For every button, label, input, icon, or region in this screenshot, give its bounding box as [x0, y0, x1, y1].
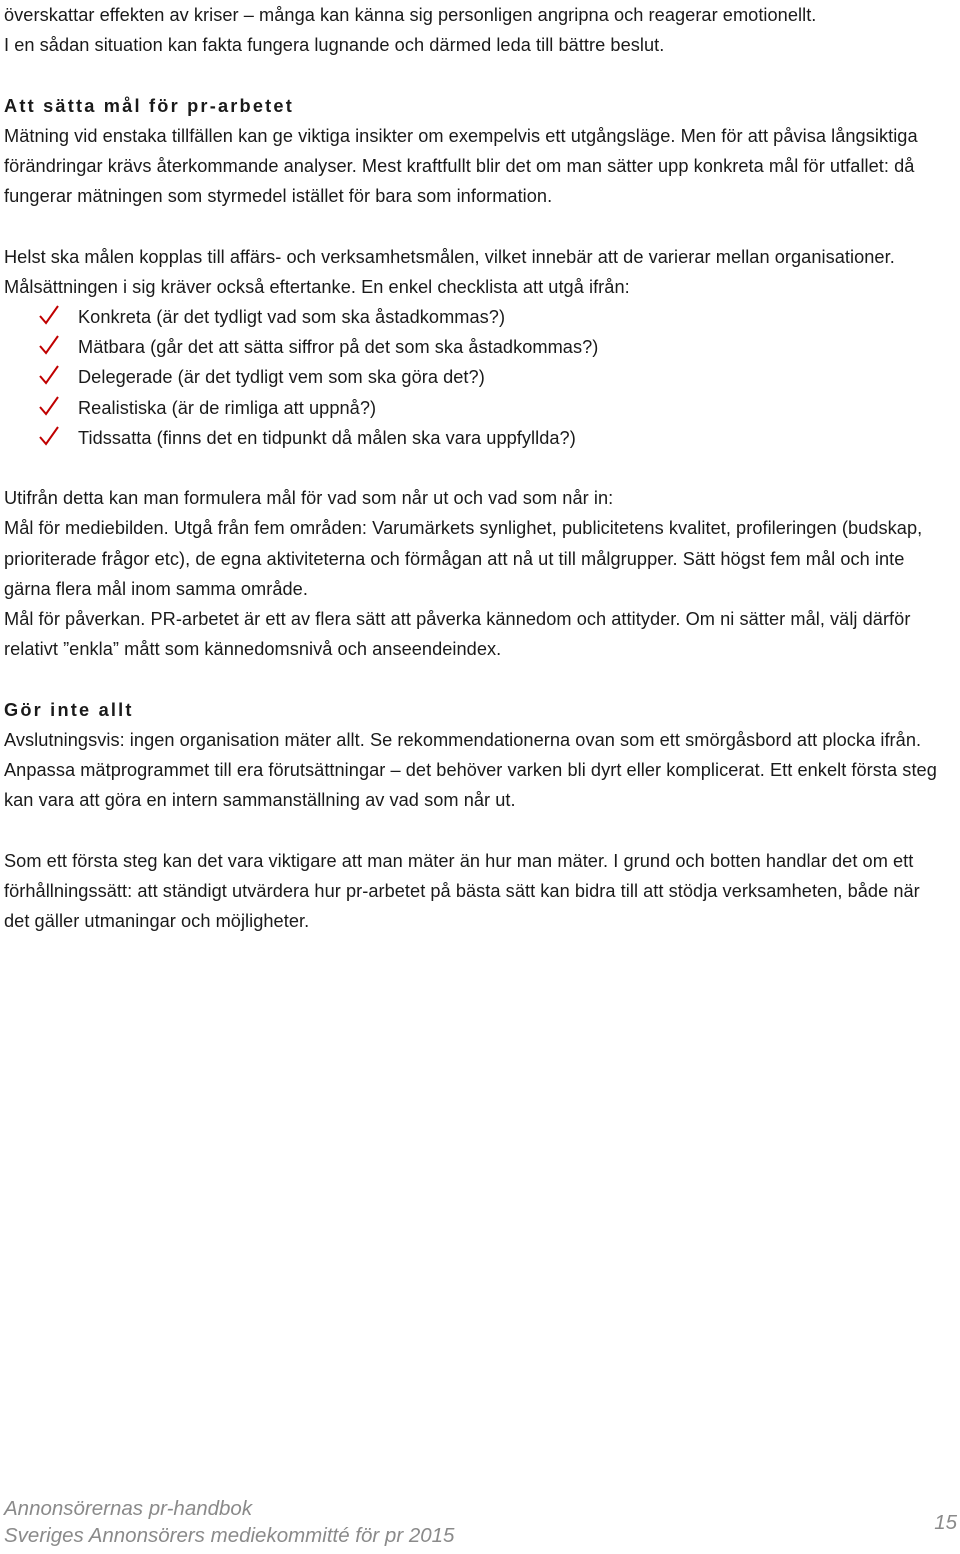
spacer — [4, 453, 944, 483]
spacer — [4, 60, 944, 90]
checkmark-icon — [38, 363, 60, 387]
paragraph: Utifrån detta kan man formulera mål för vad som når ut och vad som når in: — [4, 488, 614, 509]
checkmark-icon — [38, 424, 60, 448]
paragraph: Helst ska målen kopplas till affärs- och verksamhetsmålen, vilket innebär att de varierar mellan organisationer. Målsättningen i sig kräver också eftertanke. En enkel checklista att utgå ifrån: — [4, 246, 895, 297]
checklist-item — [4, 393, 944, 423]
paragraph: Avslutningsvis: ingen organisation mäter allt. Se rekommendationerna ovan som ett smörgåsbord att plocka ifrån. Anpassa mätprogrammet till era förutsättningar – det behöver varken bli dyrt eller komplicerat. Ett enkelt första steg kan vara att göra en intern sammanställning av vad som når ut. — [4, 729, 937, 811]
checklist-item — [4, 362, 944, 392]
section-heading-goals: Att sätta mål för pr-arbetet — [4, 95, 294, 116]
checkmark-icon — [38, 394, 60, 418]
checklist — [4, 302, 944, 453]
page-number: 15 — [934, 1511, 957, 1534]
checkmark-icon — [38, 303, 60, 327]
checklist-item-text: Konkreta (är det tydligt vad som ska åstadkommas?) — [78, 307, 506, 327]
checklist-item-text: Realistiska (är de rimliga att uppnå?) — [78, 397, 377, 418]
paragraph: Mål för påverkan. PR-arbetet är ett av flera sätt att påverka kännedom och attityder. Om ni sätter mål, välj därför relativt ”enkla” mått som kännedomsnivå och anseendeindex. — [4, 609, 911, 660]
spacer — [4, 664, 944, 694]
paragraph: Mål för mediebilden. Utgå från fem områden: Varumärkets synlighet, publicitetens kvalitet, profileringen (budskap, prioriterade frågor etc), de egna aktiviteterna och förmågan att nå ut till målgrupper. Sätt högst fem mål och inte gärna flera mål inom samma område. — [4, 518, 923, 599]
checkmark-icon — [38, 333, 60, 357]
spacer — [4, 815, 944, 845]
intro-line-1: överskattar effekten av kriser – många kan känna sig personligen angripna och reagerar emotionellt. — [4, 5, 817, 25]
checklist-item — [4, 302, 944, 332]
checklist-item-text: Delegerade (är det tydligt vem som ska göra det?) — [78, 367, 485, 388]
footer-publisher: Sveriges Annonsörers mediekommitté för pr 2015 — [4, 1524, 455, 1547]
paragraph: Som ett första steg kan det vara viktigare att man mäter än hur man mäter. I grund och botten handlar det om ett förhållningssätt: att ständigt utvärdera hur pr-arbetet på bästa sätt kan bidra till att stödja verksamheten, både när det gäller utmaningar och möjligheter. — [4, 850, 920, 932]
section-heading-dont-do-everything: Gör inte allt — [4, 699, 134, 720]
checklist-item-text: Tidssatta (finns det en tidpunkt då målen ska vara uppfyllda?) — [78, 427, 576, 448]
spacer — [4, 211, 944, 241]
checklist-item — [4, 332, 944, 362]
document-body — [4, 0, 944, 936]
footer-publication-title: Annonsörernas pr-handbok — [4, 1497, 253, 1520]
paragraph: Mätning vid enstaka tillfällen kan ge viktiga insikter om exempelvis ett utgångsläge. Men för att påvisa långsiktiga förändringar krävs återkommande analyser. Mest kraftfullt blir det om man sätter upp konkreta mål för utfallet: då fungerar mätningen som styrmedel istället för bara som information. — [4, 125, 918, 207]
intro-line-2: I en sådan situation kan fakta fungera lugnande och därmed leda till bättre beslut. — [4, 35, 665, 56]
checklist-item — [4, 423, 944, 453]
checklist-item-text: Mätbara (går det att sätta siffror på det som ska åstadkommas?) — [78, 337, 599, 358]
